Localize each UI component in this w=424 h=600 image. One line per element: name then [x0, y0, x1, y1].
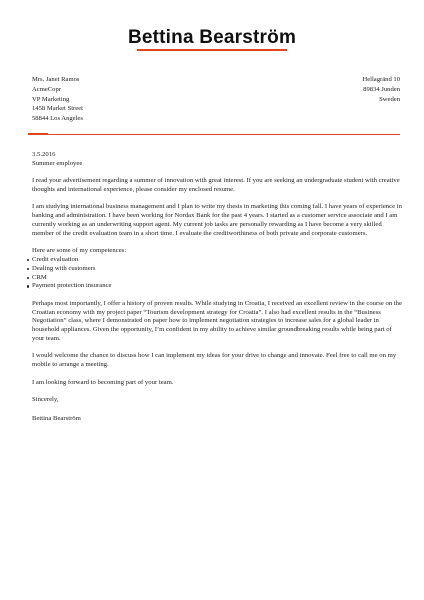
- letter-closing: Sincerely,: [32, 395, 59, 403]
- recipient-address-line: 1458 Market Street: [32, 105, 83, 113]
- letter-paragraph: I am looking forward to becoming part of your team.: [32, 378, 174, 386]
- sender-name-heading: Bettina Bearström: [127, 27, 297, 48]
- letter-paragraph: Perhaps most importantly, I offer a history of proven results. While studying in Croatia, I received an excellent review in the course on the Croatian economy with my project paper “Tourism development strategy for Croatia”. I also had excellent results in the “Business Negotiation” class, where I demonstrated on paper how to implement negotiation strategies to increase sales for a global leader in household appliances. Given the opportunity, I’m confident in my ability to achieve similar groundbreaking results while being part of your team.: [32, 299, 402, 342]
- recipient-address: [32, 75, 83, 124]
- letter-body: [32, 151, 402, 423]
- recipient-address-line: AcmeCopr: [32, 85, 61, 93]
- sender-address-line: Hellagränd 10: [362, 76, 400, 83]
- list-item: CRM: [32, 274, 402, 283]
- sender-address-line: Sweden: [379, 95, 400, 103]
- recipient-address-line: VP Marketing: [32, 95, 70, 103]
- sender-address-line: 89834 Junden: [363, 85, 400, 93]
- name-underline-rule: [137, 49, 287, 51]
- list-item: Dealing with customers: [32, 265, 402, 274]
- letter-paragraph: I would welcome the chance to discuss how I can implement my ideas for your drive to change and innovate. Feel free to call me on my mobile to arrange a meeting.: [32, 352, 397, 369]
- recipient-address-line: 58844 Los Angeles: [32, 115, 83, 123]
- competences-list: [32, 256, 402, 291]
- letter-subject: Summer employee: [32, 159, 83, 167]
- list-item: Credit evaluation: [32, 256, 402, 265]
- letter-signature: Bettina Bearström: [32, 414, 81, 422]
- list-item: Payment protection insurance: [32, 282, 402, 291]
- letter-paragraph: I read your advertisement regarding a summer of innovation with great interest. If you are seeking an undergraduate student with creative thoughts and international experience, please consider my enclosed resume.: [32, 177, 400, 193]
- separator-rule: [48, 134, 400, 135]
- letter-paragraph: I am studying international business management and I plan to write my thesis in marketing this coming fall. I have years of experience in banking and administration. I have been working for Nordax Bank for the past 4 years. I started as a customer service associate and I am currently working as an underwriting support agent. My current job tasks are personally rewarding as I have become a very skilled member of the credit evaluation team in a short time. I evaluate the creditworthiness of both private and corporate customers.: [32, 203, 402, 237]
- separator-accent: [28, 133, 48, 135]
- recipient-address-line: Mrs. Janet Ramos: [32, 76, 80, 83]
- letter-date: 3.5.2016: [32, 151, 56, 158]
- sender-address: [362, 75, 400, 104]
- competences-intro: Here are some of my competences:: [32, 247, 127, 255]
